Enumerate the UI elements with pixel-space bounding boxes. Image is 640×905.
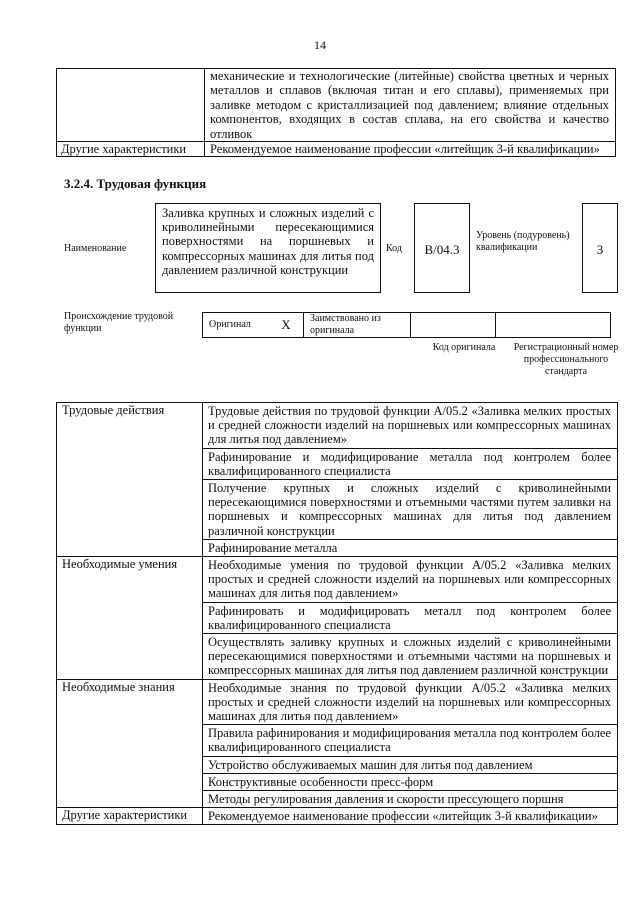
group-item: Получение крупных и сложных изделий с криволинейными пересекающимися поверхностями и отъемными частями путем заливки на поршневых и компрессорных машинах для литья под давлением различной конструкции [203,480,618,540]
group-item: Трудовые действия по трудовой функции А/05.2 «Заливка мелких простых и средней сложности изделий на поршневых или компрессорных машинах для литья под давлением» [203,403,618,449]
code-original-caption: Код оригинала [432,342,496,353]
table-row [57,808,618,825]
level-box: 3 [582,203,618,293]
other-characteristics-value: Рекомендуемое наименование профессии «литейщик 3-й квалификации» [205,142,616,157]
group-item: Рафинировать и модифицировать металл под контролем более квалифицированного специалиста [203,602,618,633]
code-box: B/04.3 [414,203,470,293]
group-item: Конструктивные особенности пресс-форм [203,773,618,790]
group-label: Трудовые действия [57,403,203,557]
code-label: Код [386,243,402,254]
original-label: Оригинал [203,313,270,338]
level-label: Уровень (подуровень) квалификации [476,230,570,253]
group-item: Правила рафинирования и модифицирования металла под контролем более квалифицированного специалиста [203,725,618,756]
reg-number-caption: Регистрационный номер профессионального стандарта [513,342,619,377]
empty-cell [57,69,205,142]
origin-table [202,312,611,338]
group-item: Рафинирование металла [203,539,618,556]
group-item: Устройство обслуживаемых машин для литья под давлением [203,756,618,773]
table-row [57,557,618,603]
name-label: Наименование [64,243,127,254]
function-name-box: Заливка крупных и сложных изделий с криволинейными пересекающимися поверхностями на поршневых и компрессорных машинах для литья под давлением различной конструкции [155,203,381,293]
group-item: Необходимые знания по трудовой функции А/05.2 «Заливка мелких простых и средней сложности изделий на поршневых или компрессорных машинах для литья под давлением» [203,679,618,725]
continuation-text: механические и технологические (литейные) свойства цветных и черных металлов и сплавов (включая титан и его сплавы), применяемых при заливке методом с кристаллизацией под давлением; влияние отдельных компонентов, входящих в состав сплава, на его свойства и качество отливок [205,69,616,142]
reg-number-cell [496,313,611,338]
page-number: 14 [314,38,326,52]
code-original-cell [411,313,496,338]
group-item: Рафинирование и модифицирование металла под контролем более квалифицированного специалиста [203,448,618,479]
group-item: Методы регулирования давления и скорости прессующего поршня [203,791,618,808]
group-label: Необходимые умения [57,557,203,680]
continuation-table [56,68,616,157]
origin-label: Происхождение трудовой функции [64,311,174,334]
other-characteristics-label: Другие характеристики [57,142,205,157]
other-characteristics-label: Другие характеристики [57,808,203,825]
table-row [57,403,618,449]
table-row [203,313,611,338]
borrowed-label: Заимствовано из оригинала [304,313,411,338]
other-characteristics-value: Рекомендуемое наименование профессии «литейщик 3-й квалификации» [203,808,618,825]
group-label: Необходимые знания [57,679,203,808]
group-item: Необходимые умения по трудовой функции А/05.2 «Заливка мелких простых и средней сложности изделий на поршневых или компрессорных машинах для литья под давлением» [203,557,618,603]
group-item: Осуществлять заливку крупных и сложных изделий с криволинейными пересекающимися поверхностями и отъемными частями на поршневых и компрессорных машинах для литья под давлением различной конструкции [203,634,618,680]
section-title: 3.2.4. Трудовая функция [64,176,207,191]
labor-function-table-body [57,403,618,825]
labor-function-table [56,402,618,825]
table-row [57,69,616,142]
table-row [57,142,616,157]
table-row [57,679,618,725]
original-mark: X [269,313,304,338]
